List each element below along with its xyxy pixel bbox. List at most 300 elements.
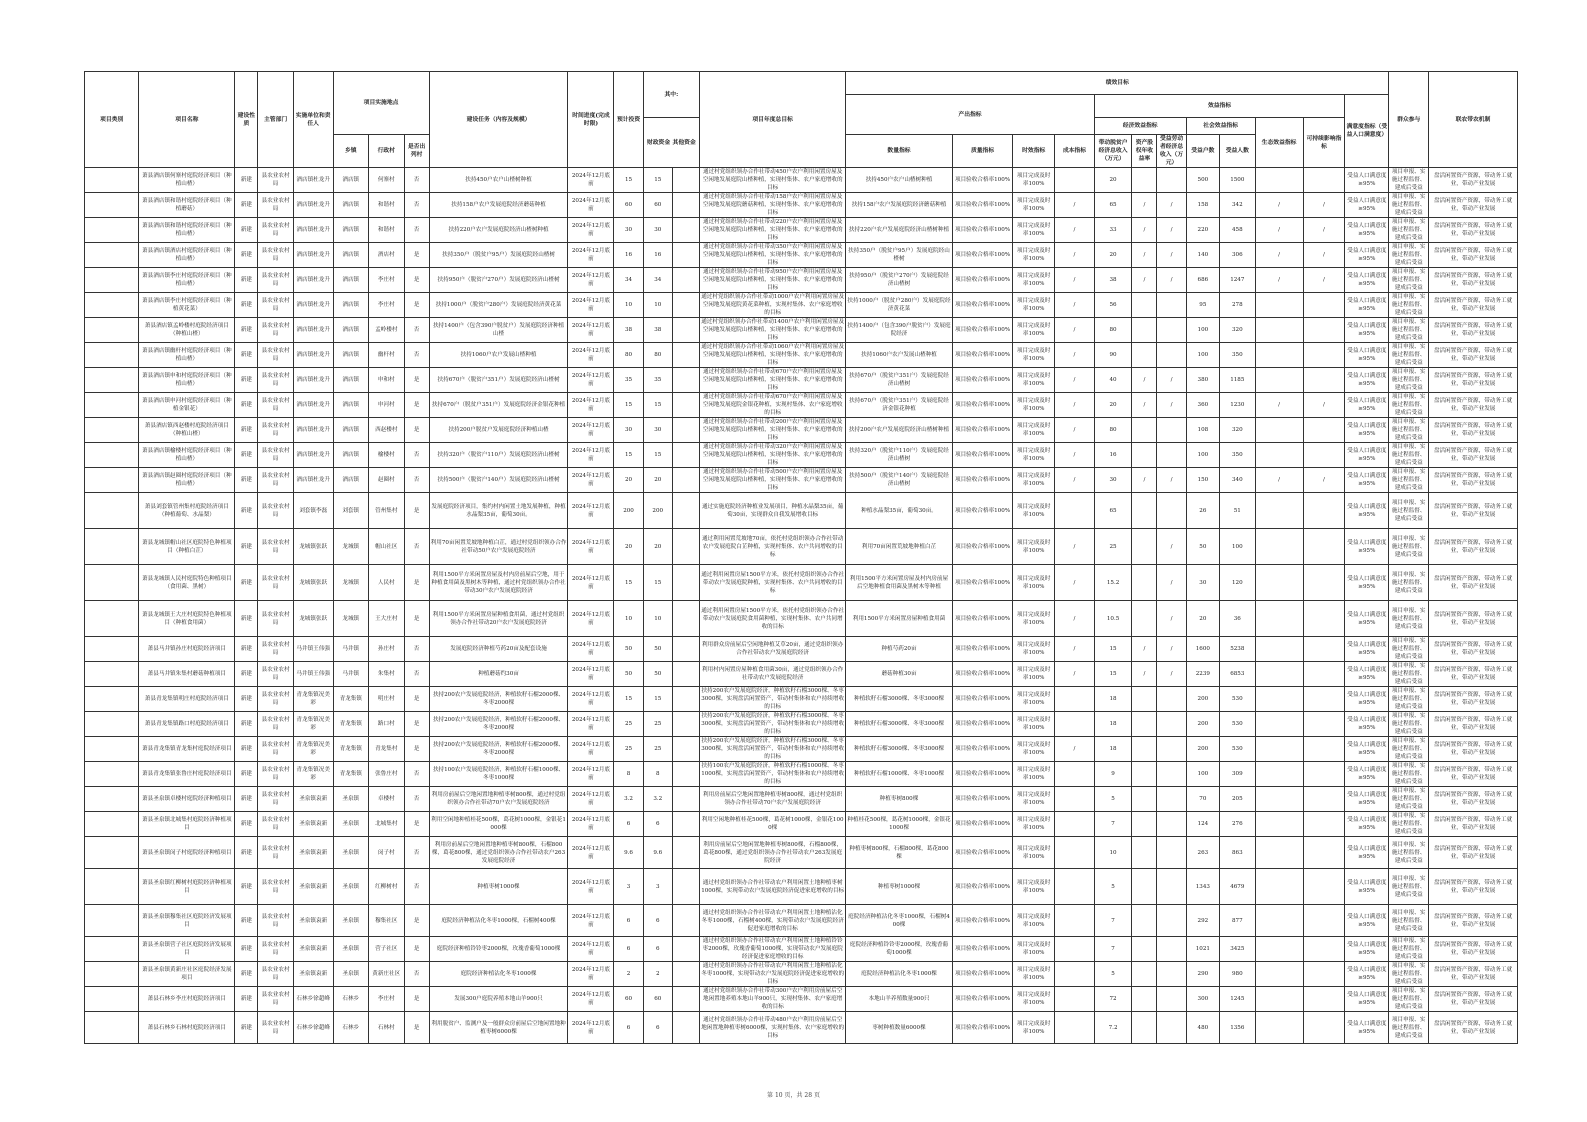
cell-quality: 项目验收合格率100% [952,837,1013,869]
table-row [85,268,1518,293]
cell-town: 马井镇 [333,662,369,687]
cell-unit: 酒店镇杜龙升 [293,468,333,493]
cell-unit: 酒店镇杜龙升 [293,393,333,418]
cell-budget: 10 [614,293,643,318]
cell-eco [1255,662,1303,687]
table-row [85,687,1518,712]
cell-village: 朱集村 [369,662,405,687]
cell-qty: 庭院经济种植沾化冬枣1000棵，石榴树400棵 [846,905,953,937]
cell-sustain [1303,565,1345,601]
cell-listed: 是 [404,293,429,318]
cell-eco [1255,837,1303,869]
cell-category [85,1012,139,1044]
col-income: 带动脱贫户经济总收入（万元） [1094,135,1132,168]
cell-qty: 庭院经济种植铃铃枣2000棵，玫瑰香葡萄1000棵 [846,937,953,962]
cell-timeliness: 项目完成及时率100% [1013,268,1055,293]
cell-income: 9 [1094,762,1132,787]
cell-fiscal: 15 [643,393,672,418]
cell-schedule: 2024年12月底前 [568,493,614,529]
col-fiscal: 财政资金 其他资金 [643,118,699,168]
cell-goal: 通过村党组织领办合作社带动1000户农户利用闲置房屋及空闲地发展庭院黄花菜种植，实现村集体、农户家庭增收的目标 [701,294,845,316]
cell-labor [1157,869,1186,905]
cell-village: 和谐村 [369,218,405,243]
cell-task: 扶持200户脱贫户发展庭院经济种植山楂 [429,418,568,443]
cell-timeliness: 项目完成及时率100% [1013,837,1055,869]
cell-cost: / [1055,443,1095,468]
cell-satisfaction: 受益人口满意度≥95% [1345,243,1389,268]
cell-income: 18 [1094,712,1132,737]
cell-name: 萧县圣泉镇红柳树村庭院经济种植项目 [139,869,235,905]
table-row [85,987,1518,1012]
cell-income: 15.2 [1094,565,1132,601]
cell-name: 萧县酒店镇申和村庭院经济项目（种植山楂） [139,368,235,393]
cell-dept: 县农业农村局 [258,762,294,787]
cell-timeliness: 项目完成及时率100% [1013,987,1055,1012]
cell-assetrate: / [1132,268,1157,293]
col-unit: 实施单位和责任人 [293,72,333,168]
cell-dept: 县农业农村局 [258,1012,294,1044]
cell-assetrate [1132,737,1157,762]
cell-task: 扶持320户（脱贫户110户）发展庭院经济山楂树 [429,443,568,468]
cell-satisfaction: 受益人口满意度≥95% [1345,393,1389,418]
cell-nature: 新建 [235,787,258,812]
cell-village: 明庄村 [369,687,405,712]
cell-persons: 340 [1220,468,1256,493]
cell-timeliness: 项目完成及时率100% [1013,812,1055,837]
cell-participation: 项目申报、实施过程监督、建成后受益 [1389,987,1429,1012]
cell-dept: 县农业农村局 [258,418,294,443]
cell-town: 龙城镇 [333,601,369,637]
cell-labor [1157,1012,1186,1044]
cell-persons: 276 [1220,812,1256,837]
cell-satisfaction: 受益人口满意度≥95% [1345,837,1389,869]
cell-persons: 36 [1220,601,1256,637]
cell-participation: 项目申报、实施过程监督、建成后受益 [1389,837,1429,869]
table-row [85,937,1518,962]
cell-fiscal: 20 [643,468,672,493]
cell-unit: 酒店镇杜龙升 [293,318,333,343]
cell-budget: 50 [614,637,643,662]
cell-town: 石林乡 [333,1012,369,1044]
cell-assetrate [1132,787,1157,812]
cell-satisfaction: 受益人口满意度≥95% [1345,812,1389,837]
cell-fiscal: 2 [643,962,672,987]
cell-unit: 酒店镇杜龙升 [293,418,333,443]
cell-category [85,869,139,905]
cell-sustain [1303,687,1345,712]
table-row [85,637,1518,662]
cell-name: 萧县圣泉镇闵子村庭院经济种植项目 [139,837,235,869]
cell-nature: 新建 [235,193,258,218]
cell-village: 和谐村 [369,193,405,218]
cell-unit: 圣泉镇袁新 [293,787,333,812]
cell-budget: 34 [614,268,643,293]
cell-quality: 项目验收合格率100% [952,687,1013,712]
cell-income: 80 [1094,318,1132,343]
cell-budget: 6 [614,812,643,837]
cell-goal: 利用村内闲置房屋种植食用菌30亩，通过党组织领办合作社带动农户发展庭院经济 [700,662,846,687]
col-perf: 绩效目标 [846,72,1389,95]
cell-mechanism: 盘活闲置资产资源，带动务工就业，带动产业发展 [1429,218,1518,243]
cell-name: 萧县圣泉镇营子社区庭院经济发展项目 [139,937,235,962]
cell-town: 酒店镇 [333,293,369,318]
cell-name: 萧县酒店镇和谐村庭院经济项目（种植山楂） [139,218,235,243]
cell-category [85,737,139,762]
cell-mechanism: 盘活闲置资产资源，带动务工就业，带动产业发展 [1429,318,1518,343]
cell-mechanism: 盘活闲置资产资源，带动务工就业，带动产业发展 [1429,529,1518,565]
cell-mechanism: 盘活闲置资产资源，带动务工就业，带动产业发展 [1429,712,1518,737]
cell-schedule: 2024年12月底前 [568,637,614,662]
cell-category [85,443,139,468]
cell-satisfaction: 受益人口满意度≥95% [1345,443,1389,468]
cell-eco [1255,987,1303,1012]
cell-village: 何寨村 [369,168,405,193]
cell-satisfaction: 受益人口满意度≥95% [1345,662,1389,687]
cell-quality: 项目验收合格率100% [952,343,1013,368]
cell-eco [1255,812,1303,837]
cell-qty: 扶持200户农户发展庭院经济山楂树种植 [846,418,953,443]
cell-name: 萧县酒店镇榆楼村庭院经济项目（种植山楂） [139,443,235,468]
cell-sustain: / [1303,268,1345,293]
cell-village: 闵子村 [369,837,405,869]
cell-listed: 否 [404,762,429,787]
cell-satisfaction: 受益人口满意度≥95% [1345,493,1389,529]
cell-qty: 扶持670户（脱贫户351户）发展庭院经济金银花种植 [846,393,953,418]
cell-listed: 否 [404,193,429,218]
cell-cost [1055,712,1095,737]
cell-income: 7 [1094,812,1132,837]
cell-income: 33 [1094,218,1132,243]
cell-other [672,812,699,837]
cell-cost: / [1055,529,1095,565]
cell-schedule: 2024年12月底前 [568,343,614,368]
cell-village: 孙庄村 [369,637,405,662]
cell-cost: / [1055,418,1095,443]
cell-town: 青龙集镇 [333,712,369,737]
cell-town: 酒店镇 [333,443,369,468]
cell-category [85,565,139,601]
cell-sustain [1303,812,1345,837]
cell-cost: / [1055,368,1095,393]
cell-schedule: 2024年12月底前 [568,243,614,268]
cell-goal: 通过利用闲置荒坡地70亩，依托村党组织领办合作社带动农户发展庭院白芷种植，实现村集体、农户共同增收的目标 [700,529,846,565]
cell-labor: / [1157,368,1186,393]
cell-category [85,962,139,987]
cell-dept: 县农业农村局 [258,443,294,468]
cell-labor: / [1157,393,1186,418]
col-of-which: 其中: [643,72,699,118]
cell-assetrate [1132,712,1157,737]
cell-participation: 项目申报、实施过程监督、建成后受益 [1389,393,1429,418]
cell-qty: 利用1500平方米闲置房屋种植食用菌 [846,601,953,637]
cell-labor: / [1157,468,1186,493]
cell-cost: / [1055,565,1095,601]
cell-dept: 县农业农村局 [258,318,294,343]
cell-nature: 新建 [235,493,258,529]
cell-other [672,737,699,762]
cell-goal: 利用房前屋后空地闲置地种植枣树800棵，通过村党组织领办合作社带动70户农户发展庭院经济 [700,787,846,812]
cell-participation: 项目申报、实施过程监督、建成后受益 [1389,218,1429,243]
cell-goal: 通过利用闲置房屋1500平方米，依托村党组织领办合作社带动农户发展庭院种植，实现村集体、农户共同增收的目标 [700,565,846,601]
cell-satisfaction: 受益人口满意度≥95% [1345,418,1389,443]
cell-budget: 35 [614,368,643,393]
cell-assetrate [1132,837,1157,869]
cell-category [85,787,139,812]
col-persons: 受益人数 [1220,135,1256,168]
col-output: 产出指标 [846,95,1095,135]
cell-nature: 新建 [235,443,258,468]
cell-goal: 通过村党组织领办合作社带动农户利用闲置土地种植沾化冬枣1000棵，实现带动农户发展庭院经济促进家庭增收的目标 [701,963,845,985]
cell-timeliness: 项目完成及时率100% [1013,869,1055,905]
cell-village: 赵圈村 [369,468,405,493]
cell-assetrate [1132,762,1157,787]
col-name: 项目名称 [139,72,235,168]
cell-task: 扶持200农户发展庭院经济，种植软籽石榴2000棵、冬枣2000棵 [429,687,568,712]
cell-participation: 项目申报、实施过程监督、建成后受益 [1389,812,1429,837]
cell-persons: 530 [1220,687,1256,712]
col-dept: 主管部门 [258,72,294,168]
cell-unit: 马井镇王伟强 [293,637,333,662]
cell-cost [1055,962,1095,987]
cell-income: 7 [1094,905,1132,937]
col-benefit: 效益指标 [1094,95,1345,118]
cell-timeliness: 项目完成及时率100% [1013,529,1055,565]
cell-income: 38 [1094,268,1132,293]
cell-timeliness: 项目完成及时率100% [1013,737,1055,762]
cell-quality: 项目验收合格率100% [952,869,1013,905]
cell-listed: 否 [404,529,429,565]
cell-quality: 项目验收合格率100% [952,368,1013,393]
cell-town: 酒店镇 [333,468,369,493]
cell-satisfaction: 受益人口满意度≥95% [1345,687,1389,712]
cell-dept: 县农业农村局 [258,687,294,712]
cell-nature: 新建 [235,905,258,937]
cell-persons: 350 [1220,443,1256,468]
cell-satisfaction: 受益人口满意度≥95% [1345,168,1389,193]
cell-budget: 50 [614,662,643,687]
cell-other [672,869,699,905]
cell-budget: 8 [614,762,643,787]
cell-timeliness: 项目完成及时率100% [1013,418,1055,443]
cell-participation: 项目申报、实施过程监督、建成后受益 [1389,529,1429,565]
cell-village: 西赵楼村 [369,418,405,443]
cell-assetrate: / [1132,193,1157,218]
cell-qty: 种植软籽石榴3000棵、冬枣3000棵 [846,737,953,762]
cell-satisfaction: 受益人口满意度≥95% [1345,318,1389,343]
cell-qty: 扶持1400户（包含390户脱贫户）发展庭院经济 [846,318,953,343]
cell-households: 140 [1186,243,1219,268]
cell-name: 萧县酒店镇申河村庭院经济项目（种植金银花） [139,393,235,418]
cell-persons: 120 [1220,565,1256,601]
cell-category [85,712,139,737]
col-quality: 质量指标 [952,135,1013,168]
cell-assetrate: / [1132,368,1157,393]
cell-category [85,812,139,837]
cell-budget: 80 [614,343,643,368]
cell-quality: 项目验收合格率100% [952,937,1013,962]
cell-listed: 否 [404,962,429,987]
cell-quality: 项目验收合格率100% [952,905,1013,937]
cell-persons: 320 [1220,418,1256,443]
cell-name: 萧县刘套镇管州集村庭院经济项目（种植葡萄、水晶梨） [139,493,235,529]
cell-assetrate [1132,493,1157,529]
cell-unit: 石林乡徐超峰 [293,987,333,1012]
cell-labor: / [1157,565,1186,601]
cell-mechanism: 盘活闲置资产资源，带动务工就业，带动产业发展 [1429,268,1518,293]
cell-fiscal: 35 [643,368,672,393]
cell-dept: 县农业农村局 [258,493,294,529]
cell-sustain [1303,318,1345,343]
cell-qty: 种植桂花500棵，葛花树1000棵，金银花1000棵 [846,812,953,837]
cell-task: 扶持220户农户发展庭院经济山楂树种植 [429,218,568,243]
table-row [85,662,1518,687]
cell-satisfaction: 受益人口满意度≥95% [1345,529,1389,565]
cell-town: 圣泉镇 [333,962,369,987]
cell-eco [1255,343,1303,368]
cell-cost [1055,493,1095,529]
cell-goal: 通过村党组织领办合作社带动670户农户利用闲置房屋及空闲地发展庭院山楂种植，实现村集体、农户家庭增收的目标 [700,368,846,393]
cell-labor [1157,712,1186,737]
cell-satisfaction: 受益人口满意度≥95% [1345,218,1389,243]
cell-satisfaction: 受益人口满意度≥95% [1345,293,1389,318]
cell-timeliness: 项目完成及时率100% [1013,1012,1055,1044]
cell-unit: 龙城镇张跃 [293,565,333,601]
cell-name: 萧县龙城镇王大庄村庭院特色种植项目（种植食用菌） [139,601,235,637]
cell-listed: 是 [404,812,429,837]
cell-participation: 项目申报、实施过程监督、建成后受益 [1389,787,1429,812]
cell-listed: 是 [404,737,429,762]
cell-households: 1343 [1186,869,1219,905]
cell-eco: / [1255,393,1303,418]
cell-eco [1255,712,1303,737]
cell-sustain [1303,737,1345,762]
cell-timeliness: 项目完成及时率100% [1013,637,1055,662]
cell-labor [1157,837,1186,869]
cell-cost: / [1055,393,1095,418]
cell-labor [1157,937,1186,962]
cell-assetrate [1132,812,1157,837]
cell-income: 20 [1094,243,1132,268]
table-row [85,812,1518,837]
cell-timeliness: 项目完成及时率100% [1013,393,1055,418]
cell-town: 酒店镇 [333,218,369,243]
cell-budget: 20 [614,468,643,493]
cell-qty: 扶持500户（脱贫户140户）发展庭院经济山楂树 [846,468,953,493]
cell-fiscal: 50 [643,662,672,687]
cell-households: 292 [1186,905,1219,937]
cell-nature: 新建 [235,637,258,662]
cell-unit: 酒店镇杜龙升 [293,368,333,393]
cell-nature: 新建 [235,662,258,687]
cell-cost [1055,812,1095,837]
cell-other [672,418,699,443]
cell-dept: 县农业农村局 [258,637,294,662]
cell-village: 营子社区 [369,937,405,962]
cell-village: 黄新庄社区 [369,962,405,987]
cell-satisfaction: 受益人口满意度≥95% [1345,712,1389,737]
cell-sustain [1303,905,1345,937]
cell-schedule: 2024年12月底前 [568,393,614,418]
cell-mechanism: 盘活闲置资产资源，带动务工就业，带动产业发展 [1429,869,1518,905]
cell-sustain [1303,637,1345,662]
cell-sustain [1303,662,1345,687]
cell-income: 65 [1094,193,1132,218]
cell-qty: 扶持950户（脱贫户270户）发展庭院经济山楂树 [846,268,953,293]
cell-cost [1055,987,1095,1012]
cell-persons: 1356 [1220,1012,1256,1044]
cell-task: 发展300户庭院养殖本地山羊900只 [429,987,568,1012]
cell-goal: 通过村党组织领办合作社带动670户农户利用闲置房屋及空闲地发展庭院金银花种植，实现村集体、农户家庭增收的目标 [700,393,846,418]
table-row [85,193,1518,218]
cell-goal: 通过利用闲置房屋1500平方米，依托村党组织领办合作社带动农户发展庭院食用菌种植，实现村集体、农户共同增收的目标 [700,601,846,637]
cell-cost: / [1055,468,1095,493]
cell-labor [1157,987,1186,1012]
cell-eco [1255,443,1303,468]
cell-name: 萧县酒店镇酒店村庭院经济项目（种植山楂） [139,243,235,268]
cell-income: 15 [1094,662,1132,687]
cell-quality: 项目验收合格率100% [952,812,1013,837]
table-row [85,243,1518,268]
cell-budget: 6 [614,1012,643,1044]
cell-assetrate [1132,318,1157,343]
cell-listed: 否 [404,443,429,468]
cell-listed: 否 [404,787,429,812]
cell-eco [1255,905,1303,937]
cell-labor [1157,687,1186,712]
cell-eco [1255,937,1303,962]
cell-sustain [1303,962,1345,987]
cell-income: 72 [1094,987,1132,1012]
cell-participation: 项目申报、实施过程监督、建成后受益 [1389,712,1429,737]
cell-mechanism: 盘活闲置资产资源，带动务工就业，带动产业发展 [1429,493,1518,529]
cell-qty: 种植枣树800棵，石榴800棵，葛花800棵 [846,837,953,869]
cell-income: 5 [1094,787,1132,812]
cell-mechanism: 盘活闲置资产资源，带动务工就业，带动产业发展 [1429,812,1518,837]
cell-labor [1157,762,1186,787]
cell-income: 7 [1094,937,1132,962]
cell-qty: 扶持320户（脱贫户110户）发展庭院经济山楂树 [846,443,953,468]
cell-labor [1157,962,1186,987]
cell-schedule: 2024年12月底前 [568,318,614,343]
cell-cost: / [1055,218,1095,243]
cell-assetrate [1132,343,1157,368]
cell-dept: 县农业农村局 [258,937,294,962]
cell-budget: 3.2 [614,787,643,812]
cell-labor [1157,318,1186,343]
cell-nature: 新建 [235,869,258,905]
cell-assetrate [1132,168,1157,193]
cell-labor [1157,293,1186,318]
cell-assetrate [1132,937,1157,962]
cell-satisfaction: 受益人口满意度≥95% [1345,905,1389,937]
cell-mechanism: 盘活闲置资产资源，带动务工就业，带动产业发展 [1429,343,1518,368]
cell-village: 管州集村 [369,493,405,529]
cell-fiscal: 25 [643,712,672,737]
cell-participation: 项目申报、实施过程监督、建成后受益 [1389,368,1429,393]
cell-income: 5 [1094,869,1132,905]
cell-name: 萧县酒店镇赵圈村庭院经济项目（种植山楂） [139,468,235,493]
cell-name: 萧县马井镇孙庄村庭院经济项目 [139,637,235,662]
cell-other [672,243,699,268]
cell-town: 酒店镇 [333,368,369,393]
cell-satisfaction: 受益人口满意度≥95% [1345,268,1389,293]
cell-satisfaction: 受益人口满意度≥95% [1345,1012,1389,1044]
cell-persons: 530 [1220,737,1256,762]
cell-goal: 通过村党组织领办合作社带动480户农户利用房前屋后空地闲置地种植枣树6000棵，实现村集体、农户家庭增收的目标 [700,1012,846,1044]
cell-assetrate: / [1132,218,1157,243]
cell-income: 18 [1094,687,1132,712]
cell-assetrate [1132,987,1157,1012]
